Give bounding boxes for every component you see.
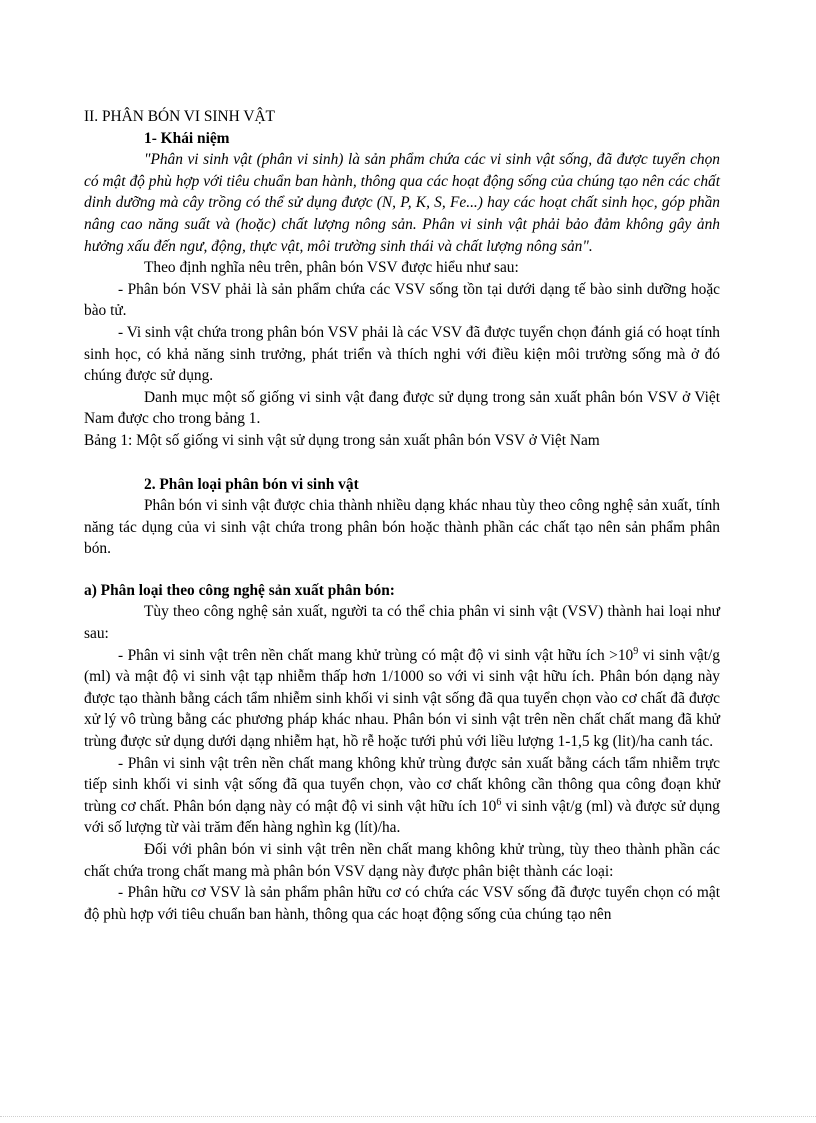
section-title: II. PHÂN BÓN VI SINH VẬT bbox=[84, 108, 275, 125]
intro-line: Theo định nghĩa nêu trên, phân bón VSV được hiểu như sau: bbox=[144, 259, 519, 277]
nonsterile-exponent: 6 bbox=[496, 796, 502, 808]
document-page bbox=[84, 106, 720, 925]
definition-quote: "Phân vi sinh vật (phân vi sinh) là sản phẩm chứa các vi sinh vật sống, đã được tuyển chọn có mật độ phù hợp với tiêu chuẩn ban hành, thông qua các hoạt động sống của chúng tạo nên các chất dinh dưỡng mà cây trồng có thể sử dụng được (N, P, K, S, Fe...) hay các hoạt chất sinh học, góp phần nâng cao năng suất và (hoặc) chất lượng nông sản. Phân vi sinh vật phải bảo đảm không gây ảnh hưởng xấu đến ngư, động, thực vật, môi trường sinh thái và chất lượng nông sản". bbox=[84, 151, 720, 255]
bullet-sterile-carrier bbox=[84, 645, 720, 753]
sterile-exponent: 9 bbox=[633, 645, 639, 657]
bullet-living-cells: - Phân bón VSV phải là sản phẩm chứa các VSV sống tồn tại dưới dạng tế bào sinh dưỡng hoặc bào tử. bbox=[84, 280, 720, 320]
spacer bbox=[84, 560, 720, 580]
table-caption: Bảng 1: Một số giống vi sinh vật sử dụng trong sản xuất phân bón VSV ở Việt Nam bbox=[84, 431, 600, 449]
sterile-text-before: - Phân vi sinh vật trên nền chất mang khử trùng có mật độ vi sinh vật hữu ích >10 bbox=[118, 646, 634, 664]
bullet-selected-microbes: - Vi sinh vật chứa trong phân bón VSV phải là các VSV đã được tuyển chọn đánh giá có hoạt tính sinh học, có khả năng sinh trưởng, phát triển và thích nghi với điều kiện môi trường sống mà ở đó chúng được sử dụng. bbox=[84, 323, 720, 385]
catalog-paragraph: Danh mục một số giống vi sinh vật đang được sử dụng trong sản xuất phân bón VSV ở Việt Nam được cho trong bảng 1. bbox=[84, 388, 720, 428]
page-bottom-border bbox=[0, 1116, 816, 1117]
classification-paragraph: Phân bón vi sinh vật được chia thành nhiều dạng khác nhau tùy theo công nghệ sản xuất, tính năng tác dụng của vi sinh vật chứa trong phân bón hoặc thành phần các chất tạo nên sản phẩm phân bón. bbox=[84, 497, 720, 558]
bullet-organic-vsv: - Phân hữu cơ VSV là sản phẩm phân hữu cơ có chứa các VSV sống đã được tuyển chọn có mật độ phù hợp với tiêu chuẩn ban hành, thông qua các hoạt động sống của chúng tạo nên bbox=[84, 884, 720, 923]
technology-paragraph: Tùy theo công nghệ sản xuất, người ta có thể chia phân vi sinh vật (VSV) thành hai loại như sau: bbox=[84, 603, 720, 643]
technology-heading: a) Phân loại theo công nghệ sản xuất phân bón: bbox=[84, 581, 395, 599]
sterile-text-after: vi sinh vật/g (ml) và mật độ vi sinh vật tạp nhiễm thấp hơn 1/1000 so với vi sinh vật hữu ích. Phân bón dạng này được tạo thành bằng cách tẩm nhiễm sinh khối vi sinh vật sống đã qua tuyển chọn vào cơ chất đã được xử lý vô trùng bằng các phương pháp khác nhau. Phân bón vi sinh vật trên nền chất chất mang đã khử trùng được sử dụng dưới dạng nhiễm hạt, hồ rễ hoặc tưới phủ với liều lượng 1-1,5 kg (lit)/ha canh tác. bbox=[84, 646, 720, 751]
concept-heading: 1- Khái niệm bbox=[144, 129, 230, 147]
nonsterile-paragraph: Đối với phân bón vi sinh vật trên nền chất mang không khử trùng, tùy theo thành phần các chất chứa trong chất mang mà phân bón VSV dạng này được phân biệt thành các loại: bbox=[84, 841, 720, 880]
classification-heading: 2. Phân loại phân bón vi sinh vật bbox=[144, 475, 359, 493]
bullet-nonsterile-carrier bbox=[84, 753, 720, 839]
nonsterile-text-after: vi sinh vật/g (ml) và được sử dụng với số lượng từ vài trăm đến hàng nghìn kg (lít)/ha. bbox=[84, 797, 721, 837]
spacer bbox=[84, 452, 720, 474]
nonsterile-text-before: - Phân vi sinh vật trên nền chất mang không khử trùng được sản xuất bằng cách tẩm nhiễm trực tiếp sinh khối vi sinh vật sống đã qua tuyển chọn, vào cơ chất không cần thông qua công đoạn khử trùng cơ chất. Phân bón dạng này có mật độ vi sinh vật hữu ích 10 bbox=[84, 754, 720, 815]
